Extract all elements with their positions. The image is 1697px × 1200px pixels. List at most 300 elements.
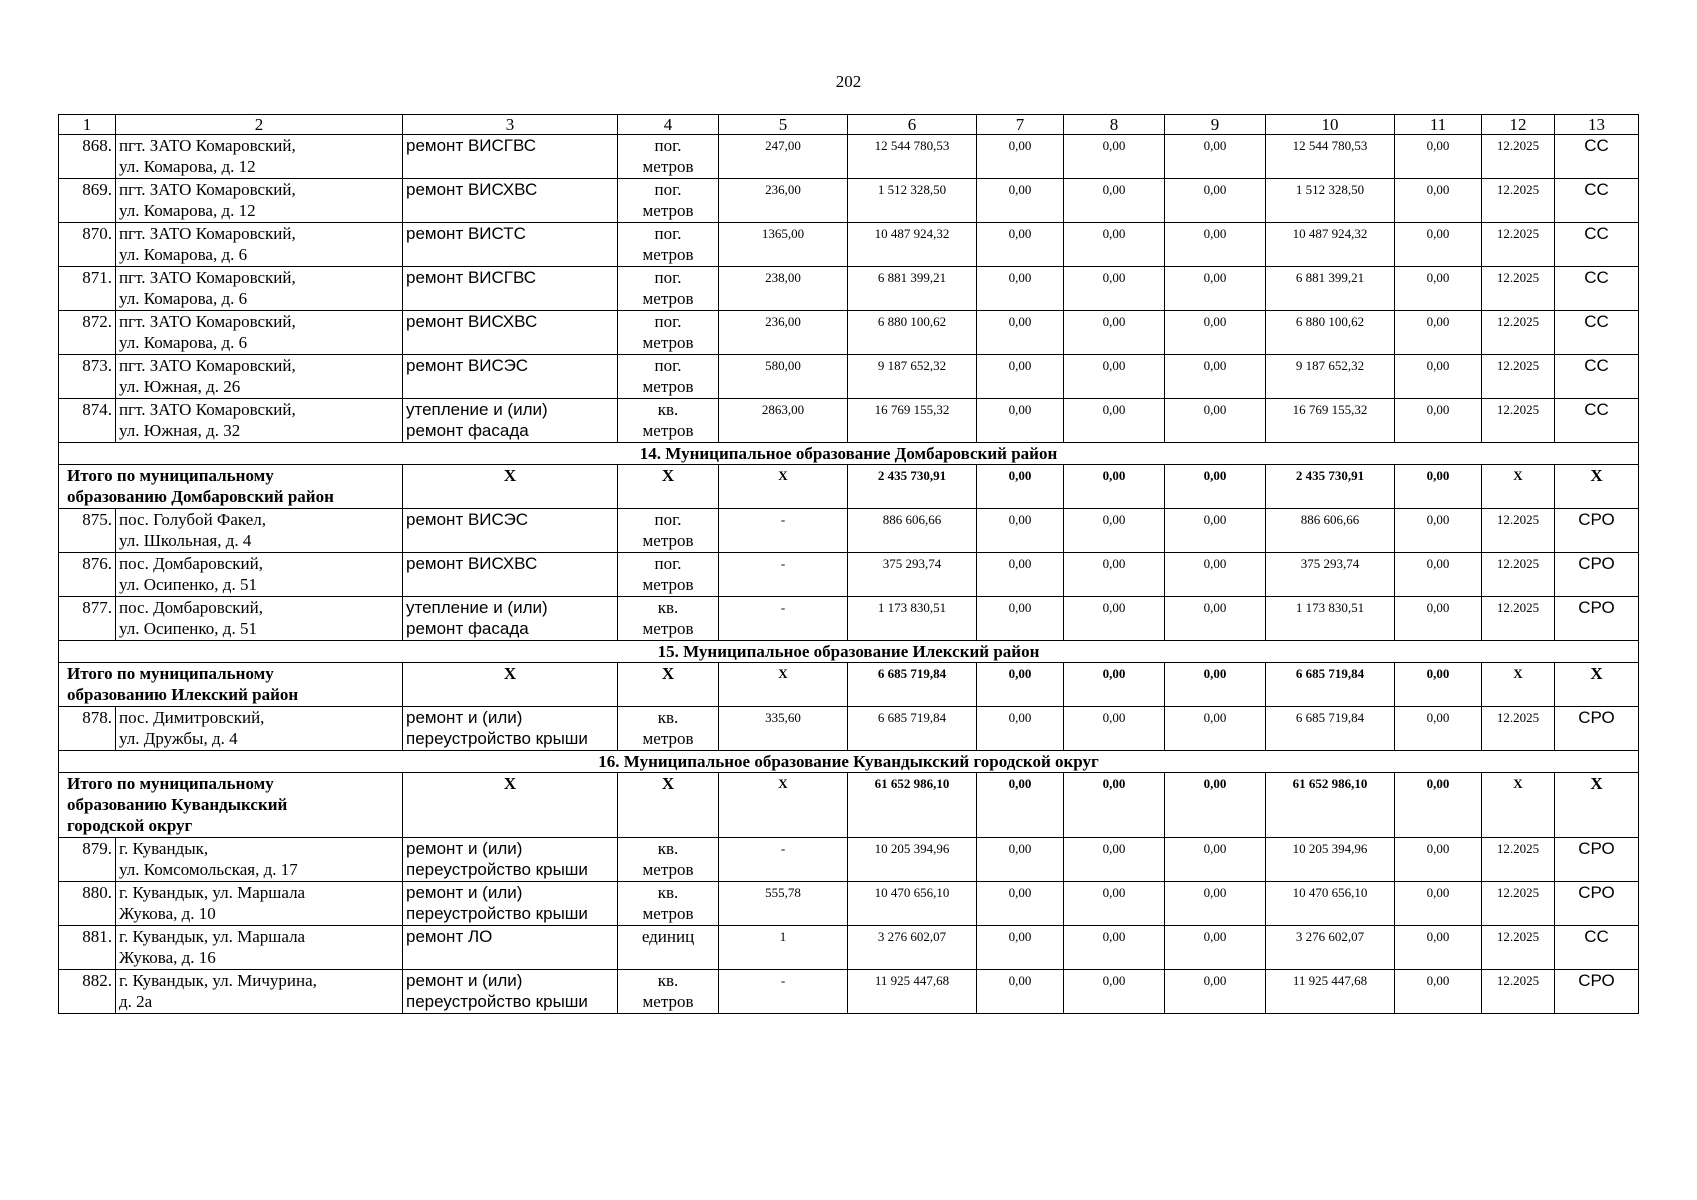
work-type-line-1: ремонт и (или) bbox=[406, 839, 523, 858]
column-number: 6 bbox=[848, 115, 977, 135]
address-line-2: ул. Школьная, д. 4 bbox=[119, 531, 252, 550]
table-row bbox=[59, 707, 1639, 751]
unit-line-2: метров bbox=[642, 619, 694, 638]
value-c12: 12.2025 bbox=[1482, 135, 1555, 179]
value-c7: 0,00 bbox=[977, 926, 1064, 970]
address-line-2: ул. Дружбы, д. 4 bbox=[119, 729, 238, 748]
address bbox=[116, 970, 403, 1014]
work-type bbox=[403, 355, 618, 399]
table-row bbox=[59, 597, 1639, 641]
work-type-line-2: переустройство крыши bbox=[406, 992, 588, 1011]
table-row bbox=[59, 179, 1639, 223]
value-c8: 0,00 bbox=[1064, 597, 1165, 641]
total-c6: 2 435 730,91 bbox=[848, 465, 977, 509]
value-c6: 12 544 780,53 bbox=[848, 135, 977, 179]
value-c13: СРО bbox=[1555, 553, 1639, 597]
value-c13: СС bbox=[1555, 355, 1639, 399]
total-c3: X bbox=[403, 773, 618, 838]
total-c11: 0,00 bbox=[1395, 663, 1482, 707]
work-type-line-1: ремонт ВИСХВС bbox=[406, 554, 538, 573]
address bbox=[116, 267, 403, 311]
value-c12: 12.2025 bbox=[1482, 882, 1555, 926]
value-c9: 0,00 bbox=[1165, 882, 1266, 926]
value-c11: 0,00 bbox=[1395, 355, 1482, 399]
value-c6: 1 173 830,51 bbox=[848, 597, 977, 641]
value-c7: 0,00 bbox=[977, 509, 1064, 553]
unit-line-1: пог. bbox=[654, 136, 682, 155]
value-c6: 886 606,66 bbox=[848, 509, 977, 553]
value-c11: 0,00 bbox=[1395, 882, 1482, 926]
total-label-line-2: образованию Илекский район bbox=[67, 685, 299, 704]
value-c5: 236,00 bbox=[719, 179, 848, 223]
value-c10: 886 606,66 bbox=[1266, 509, 1395, 553]
unit-line-1: кв. bbox=[657, 883, 679, 902]
column-number: 10 bbox=[1266, 115, 1395, 135]
value-c11: 0,00 bbox=[1395, 267, 1482, 311]
value-c7: 0,00 bbox=[977, 838, 1064, 882]
value-c5: - bbox=[719, 553, 848, 597]
work-type bbox=[403, 179, 618, 223]
page-number: 202 bbox=[835, 72, 862, 91]
value-c10: 6 685 719,84 bbox=[1266, 707, 1395, 751]
row-number: 878. bbox=[59, 707, 116, 751]
column-number: 1 bbox=[59, 115, 116, 135]
address bbox=[116, 926, 403, 970]
address bbox=[116, 707, 403, 751]
total-label-line-1: Итого по муниципальному bbox=[67, 774, 274, 793]
value-c10: 10 470 656,10 bbox=[1266, 882, 1395, 926]
total-c4: X bbox=[618, 465, 719, 509]
address-line-2: ул. Комсомольская, д. 17 bbox=[119, 860, 298, 879]
value-c13: СРО bbox=[1555, 970, 1639, 1014]
value-c8: 0,00 bbox=[1064, 926, 1165, 970]
total-label-line-3: городской округ bbox=[67, 816, 193, 835]
value-c8: 0,00 bbox=[1064, 267, 1165, 311]
value-c12: 12.2025 bbox=[1482, 355, 1555, 399]
value-c7: 0,00 bbox=[977, 970, 1064, 1014]
work-type-line-1: ремонт и (или) bbox=[406, 883, 523, 902]
column-number: 2 bbox=[116, 115, 403, 135]
value-c11: 0,00 bbox=[1395, 179, 1482, 223]
row-number: 876. bbox=[59, 553, 116, 597]
unit bbox=[618, 223, 719, 267]
value-c9: 0,00 bbox=[1165, 135, 1266, 179]
value-c12: 12.2025 bbox=[1482, 179, 1555, 223]
value-c6: 6 881 399,21 bbox=[848, 267, 977, 311]
column-number: 4 bbox=[618, 115, 719, 135]
value-c10: 6 880 100,62 bbox=[1266, 311, 1395, 355]
value-c9: 0,00 bbox=[1165, 838, 1266, 882]
work-type bbox=[403, 926, 618, 970]
address-line-1: пгт. ЗАТО Комаровский, bbox=[119, 180, 296, 199]
column-number-row bbox=[59, 115, 1639, 135]
value-c5: - bbox=[719, 970, 848, 1014]
address bbox=[116, 597, 403, 641]
total-c5: X bbox=[719, 465, 848, 509]
row-number: 874. bbox=[59, 399, 116, 443]
value-c12: 12.2025 bbox=[1482, 311, 1555, 355]
value-c10: 10 205 394,96 bbox=[1266, 838, 1395, 882]
total-label bbox=[59, 663, 403, 707]
value-c8: 0,00 bbox=[1064, 179, 1165, 223]
address bbox=[116, 223, 403, 267]
row-number: 868. bbox=[59, 135, 116, 179]
column-number: 8 bbox=[1064, 115, 1165, 135]
value-c12: 12.2025 bbox=[1482, 597, 1555, 641]
unit-line-1: кв. bbox=[657, 598, 679, 617]
address-line-2: ул. Комарова, д. 12 bbox=[119, 157, 256, 176]
value-c13: СС bbox=[1555, 179, 1639, 223]
row-number: 880. bbox=[59, 882, 116, 926]
row-number: 873. bbox=[59, 355, 116, 399]
work-type-line-2: ремонт фасада bbox=[406, 619, 529, 638]
value-c11: 0,00 bbox=[1395, 223, 1482, 267]
column-number: 5 bbox=[719, 115, 848, 135]
value-c11: 0,00 bbox=[1395, 399, 1482, 443]
unit-line-1: единиц bbox=[641, 927, 695, 946]
total-label-line-2: образованию Домбаровский район bbox=[67, 487, 334, 506]
value-c5: 247,00 bbox=[719, 135, 848, 179]
value-c11: 0,00 bbox=[1395, 926, 1482, 970]
value-c5: 1 bbox=[719, 926, 848, 970]
value-c9: 0,00 bbox=[1165, 970, 1266, 1014]
table-row bbox=[59, 970, 1639, 1014]
address-line-1: пос. Домбаровский, bbox=[119, 554, 263, 573]
value-c7: 0,00 bbox=[977, 223, 1064, 267]
value-c6: 6 685 719,84 bbox=[848, 707, 977, 751]
value-c7: 0,00 bbox=[977, 135, 1064, 179]
address-line-1: пгт. ЗАТО Комаровский, bbox=[119, 224, 296, 243]
value-c5: 580,00 bbox=[719, 355, 848, 399]
value-c7: 0,00 bbox=[977, 597, 1064, 641]
unit-line-2: метров bbox=[642, 377, 694, 396]
unit-line-2: метров bbox=[642, 992, 694, 1011]
work-type-line-2: ремонт фасада bbox=[406, 421, 529, 440]
value-c12: 12.2025 bbox=[1482, 509, 1555, 553]
row-number: 877. bbox=[59, 597, 116, 641]
total-c13: X bbox=[1555, 773, 1639, 838]
work-type bbox=[403, 135, 618, 179]
work-type-line-1: ремонт ВИСГВС bbox=[406, 268, 537, 287]
value-c5: - bbox=[719, 838, 848, 882]
work-type-line-1: утепление и (или) bbox=[406, 400, 548, 419]
value-c5: 2863,00 bbox=[719, 399, 848, 443]
value-c11: 0,00 bbox=[1395, 970, 1482, 1014]
value-c5: 236,00 bbox=[719, 311, 848, 355]
address-line-2: ул. Южная, д. 32 bbox=[119, 421, 241, 440]
value-c13: СС bbox=[1555, 223, 1639, 267]
address-line-1: пос. Домбаровский, bbox=[119, 598, 263, 617]
address bbox=[116, 355, 403, 399]
value-c12: 12.2025 bbox=[1482, 707, 1555, 751]
total-label bbox=[59, 773, 403, 838]
address-line-2: Жукова, д. 10 bbox=[119, 904, 216, 923]
total-c10: 6 685 719,84 bbox=[1266, 663, 1395, 707]
row-number: 869. bbox=[59, 179, 116, 223]
unit bbox=[618, 926, 719, 970]
work-type bbox=[403, 553, 618, 597]
value-c5: 335,60 bbox=[719, 707, 848, 751]
value-c12: 12.2025 bbox=[1482, 838, 1555, 882]
value-c6: 375 293,74 bbox=[848, 553, 977, 597]
value-c13: СС bbox=[1555, 267, 1639, 311]
total-c11: 0,00 bbox=[1395, 773, 1482, 838]
row-number: 870. bbox=[59, 223, 116, 267]
value-c12: 12.2025 bbox=[1482, 553, 1555, 597]
work-type bbox=[403, 311, 618, 355]
address-line-2: Жукова, д. 16 bbox=[119, 948, 216, 967]
value-c7: 0,00 bbox=[977, 311, 1064, 355]
value-c10: 3 276 602,07 bbox=[1266, 926, 1395, 970]
address-line-2: ул. Осипенко, д. 51 bbox=[119, 575, 257, 594]
value-c12: 12.2025 bbox=[1482, 926, 1555, 970]
work-type-line-1: ремонт и (или) bbox=[406, 708, 523, 727]
value-c13: СРО bbox=[1555, 882, 1639, 926]
table-row bbox=[59, 399, 1639, 443]
value-c8: 0,00 bbox=[1064, 311, 1165, 355]
unit bbox=[618, 355, 719, 399]
total-c13: X bbox=[1555, 663, 1639, 707]
unit-line-2: метров bbox=[642, 157, 694, 176]
value-c6: 11 925 447,68 bbox=[848, 970, 977, 1014]
work-type-line-2: переустройство крыши bbox=[406, 729, 588, 748]
address bbox=[116, 311, 403, 355]
work-type-line-1: ремонт ВИСЭС bbox=[406, 510, 529, 529]
address-line-1: пос. Димитровский, bbox=[119, 708, 265, 727]
unit-line-2: метров bbox=[642, 201, 694, 220]
table-row bbox=[59, 355, 1639, 399]
value-c8: 0,00 bbox=[1064, 135, 1165, 179]
unit-line-1: кв. bbox=[657, 839, 679, 858]
section-header-row bbox=[59, 641, 1639, 663]
value-c7: 0,00 bbox=[977, 267, 1064, 311]
value-c7: 0,00 bbox=[977, 355, 1064, 399]
value-c5: 238,00 bbox=[719, 267, 848, 311]
unit-line-1: кв. bbox=[657, 971, 679, 990]
address bbox=[116, 882, 403, 926]
address-line-1: пгт. ЗАТО Комаровский, bbox=[119, 136, 296, 155]
total-label-line-1: Итого по муниципальному bbox=[67, 664, 274, 683]
value-c8: 0,00 bbox=[1064, 509, 1165, 553]
value-c13: СС bbox=[1555, 399, 1639, 443]
value-c10: 6 881 399,21 bbox=[1266, 267, 1395, 311]
work-type bbox=[403, 223, 618, 267]
unit bbox=[618, 970, 719, 1014]
total-c9: 0,00 bbox=[1165, 663, 1266, 707]
work-type-line-1: ремонт ЛО bbox=[406, 927, 493, 946]
value-c7: 0,00 bbox=[977, 553, 1064, 597]
value-c10: 1 173 830,51 bbox=[1266, 597, 1395, 641]
address-line-1: г. Кувандык, ул. Маршала bbox=[119, 883, 306, 902]
total-c10: 61 652 986,10 bbox=[1266, 773, 1395, 838]
row-number: 875. bbox=[59, 509, 116, 553]
value-c6: 16 769 155,32 bbox=[848, 399, 977, 443]
work-type-line-2: переустройство крыши bbox=[406, 904, 588, 923]
work-type-line-1: ремонт ВИСХВС bbox=[406, 312, 538, 331]
unit-line-1: пог. bbox=[654, 268, 682, 287]
work-type bbox=[403, 267, 618, 311]
value-c8: 0,00 bbox=[1064, 970, 1165, 1014]
value-c10: 16 769 155,32 bbox=[1266, 399, 1395, 443]
unit bbox=[618, 267, 719, 311]
row-number: 872. bbox=[59, 311, 116, 355]
value-c6: 6 880 100,62 bbox=[848, 311, 977, 355]
unit-line-2: метров bbox=[642, 575, 694, 594]
address-line-1: пос. Голубой Факел, bbox=[119, 510, 267, 529]
value-c10: 375 293,74 bbox=[1266, 553, 1395, 597]
address bbox=[116, 179, 403, 223]
value-c11: 0,00 bbox=[1395, 509, 1482, 553]
total-c12: X bbox=[1482, 663, 1555, 707]
work-type-line-1: ремонт ВИСТС bbox=[406, 224, 526, 243]
total-c8: 0,00 bbox=[1064, 773, 1165, 838]
address-line-2: д. 2а bbox=[119, 992, 153, 1011]
unit-line-2: метров bbox=[642, 333, 694, 352]
unit-line-1: пог. bbox=[654, 224, 682, 243]
unit bbox=[618, 399, 719, 443]
column-number: 3 bbox=[403, 115, 618, 135]
row-number: 881. bbox=[59, 926, 116, 970]
work-type-line-1: ремонт ВИСГВС bbox=[406, 136, 537, 155]
value-c8: 0,00 bbox=[1064, 223, 1165, 267]
value-c11: 0,00 bbox=[1395, 838, 1482, 882]
total-c12: X bbox=[1482, 773, 1555, 838]
value-c11: 0,00 bbox=[1395, 135, 1482, 179]
table-row bbox=[59, 223, 1639, 267]
unit-line-2: метров bbox=[642, 421, 694, 440]
address-line-2: ул. Комарова, д. 6 bbox=[119, 333, 248, 352]
section-title: 15. Муниципальное образование Илекский район bbox=[59, 641, 1639, 663]
total-label-line-1: Итого по муниципальному bbox=[67, 466, 274, 485]
value-c5: - bbox=[719, 597, 848, 641]
value-c13: СРО bbox=[1555, 509, 1639, 553]
work-type bbox=[403, 399, 618, 443]
value-c6: 9 187 652,32 bbox=[848, 355, 977, 399]
work-type bbox=[403, 707, 618, 751]
value-c6: 1 512 328,50 bbox=[848, 179, 977, 223]
value-c10: 11 925 447,68 bbox=[1266, 970, 1395, 1014]
work-type bbox=[403, 882, 618, 926]
unit bbox=[618, 509, 719, 553]
total-c10: 2 435 730,91 bbox=[1266, 465, 1395, 509]
unit-line-2: метров bbox=[642, 245, 694, 264]
unit-line-1: кв. bbox=[657, 400, 679, 419]
value-c7: 0,00 bbox=[977, 399, 1064, 443]
address-line-1: пгт. ЗАТО Комаровский, bbox=[119, 268, 296, 287]
unit-line-1: пог. bbox=[654, 554, 682, 573]
total-c7: 0,00 bbox=[977, 465, 1064, 509]
work-type-line-1: ремонт ВИСЭС bbox=[406, 356, 529, 375]
value-c9: 0,00 bbox=[1165, 597, 1266, 641]
column-number: 13 bbox=[1555, 115, 1639, 135]
total-c8: 0,00 bbox=[1064, 663, 1165, 707]
total-c7: 0,00 bbox=[977, 663, 1064, 707]
address-line-1: пгт. ЗАТО Комаровский, bbox=[119, 400, 296, 419]
column-number: 12 bbox=[1482, 115, 1555, 135]
table-row bbox=[59, 838, 1639, 882]
value-c13: СС bbox=[1555, 926, 1639, 970]
value-c5: 555,78 bbox=[719, 882, 848, 926]
address-line-2: ул. Комарова, д. 6 bbox=[119, 245, 248, 264]
total-label-line-2: образованию Кувандыкский bbox=[67, 795, 288, 814]
unit-line-1: пог. bbox=[654, 180, 682, 199]
value-c8: 0,00 bbox=[1064, 882, 1165, 926]
unit bbox=[618, 311, 719, 355]
total-c5: X bbox=[719, 773, 848, 838]
value-c9: 0,00 bbox=[1165, 509, 1266, 553]
value-c9: 0,00 bbox=[1165, 267, 1266, 311]
total-c13: X bbox=[1555, 465, 1639, 509]
total-c4: X bbox=[618, 663, 719, 707]
unit bbox=[618, 553, 719, 597]
work-type bbox=[403, 597, 618, 641]
unit bbox=[618, 135, 719, 179]
total-c4: X bbox=[618, 773, 719, 838]
work-type-line-1: утепление и (или) bbox=[406, 598, 548, 617]
value-c13: СРО bbox=[1555, 597, 1639, 641]
value-c13: СС bbox=[1555, 135, 1639, 179]
value-c7: 0,00 bbox=[977, 179, 1064, 223]
address bbox=[116, 553, 403, 597]
row-number: 871. bbox=[59, 267, 116, 311]
value-c13: СРО bbox=[1555, 838, 1639, 882]
value-c8: 0,00 bbox=[1064, 399, 1165, 443]
total-row bbox=[59, 663, 1639, 707]
unit-line-2: метров bbox=[642, 531, 694, 550]
value-c9: 0,00 bbox=[1165, 355, 1266, 399]
total-c6: 61 652 986,10 bbox=[848, 773, 977, 838]
address-line-1: пгт. ЗАТО Комаровский, bbox=[119, 312, 296, 331]
work-type-line-2: переустройство крыши bbox=[406, 860, 588, 879]
total-c9: 0,00 bbox=[1165, 773, 1266, 838]
section-header-row bbox=[59, 443, 1639, 465]
value-c5: 1365,00 bbox=[719, 223, 848, 267]
address-line-2: ул. Комарова, д. 12 bbox=[119, 201, 256, 220]
value-c6: 10 470 656,10 bbox=[848, 882, 977, 926]
total-c3: X bbox=[403, 663, 618, 707]
table-row bbox=[59, 509, 1639, 553]
value-c8: 0,00 bbox=[1064, 838, 1165, 882]
table-row bbox=[59, 882, 1639, 926]
unit bbox=[618, 838, 719, 882]
total-c3: X bbox=[403, 465, 618, 509]
value-c6: 3 276 602,07 bbox=[848, 926, 977, 970]
total-c11: 0,00 bbox=[1395, 465, 1482, 509]
column-number: 11 bbox=[1395, 115, 1482, 135]
column-number: 9 bbox=[1165, 115, 1266, 135]
unit bbox=[618, 597, 719, 641]
address bbox=[116, 135, 403, 179]
address-line-1: г. Кувандык, ул. Мичурина, bbox=[119, 971, 317, 990]
table-row bbox=[59, 553, 1639, 597]
total-row bbox=[59, 465, 1639, 509]
value-c8: 0,00 bbox=[1064, 355, 1165, 399]
value-c7: 0,00 bbox=[977, 882, 1064, 926]
unit-line-1: пог. bbox=[654, 312, 682, 331]
section-title: 14. Муниципальное образование Домбаровский район bbox=[59, 443, 1639, 465]
value-c11: 0,00 bbox=[1395, 311, 1482, 355]
work-type bbox=[403, 970, 618, 1014]
table-row bbox=[59, 267, 1639, 311]
unit bbox=[618, 707, 719, 751]
value-c13: СС bbox=[1555, 311, 1639, 355]
total-row bbox=[59, 773, 1639, 838]
address-line-2: ул. Осипенко, д. 51 bbox=[119, 619, 257, 638]
value-c9: 0,00 bbox=[1165, 926, 1266, 970]
value-c9: 0,00 bbox=[1165, 179, 1266, 223]
value-c12: 12.2025 bbox=[1482, 399, 1555, 443]
unit-line-2: метров bbox=[642, 860, 694, 879]
